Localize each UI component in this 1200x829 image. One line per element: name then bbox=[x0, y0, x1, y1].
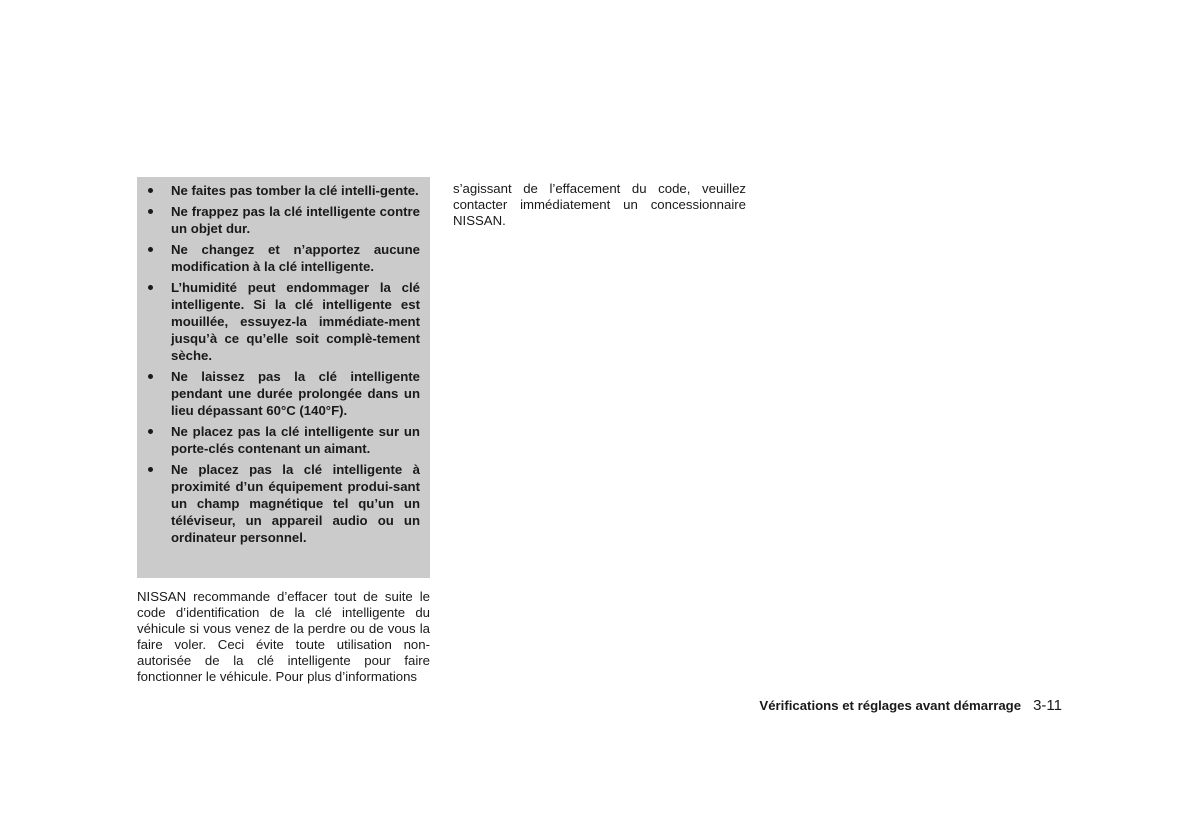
warning-text: Ne faites pas tomber la clé intelli-gente. bbox=[171, 183, 419, 198]
warning-item bbox=[148, 423, 420, 457]
warning-item bbox=[148, 368, 420, 419]
bullet-icon bbox=[148, 429, 153, 434]
bullet-icon bbox=[148, 467, 153, 472]
body-paragraph-right: s’agissant de l’effacement du code, veuillez contacter immédiatement un concessionnaire NISSAN. bbox=[453, 181, 746, 228]
warning-item bbox=[148, 182, 420, 199]
body-paragraph-left: NISSAN recommande d’effacer tout de suite le code d’identification de la clé intelligente du véhicule si vous venez de la perdre ou de vous la faire voler. Ceci évite toute utilisation non-autorisée de la clé intelligente pour faire fonctionner le véhicule. Pour plus d’informations bbox=[137, 589, 430, 684]
section-title: Vérifications et réglages avant démarrage bbox=[759, 698, 1022, 713]
warning-text: Ne placez pas la clé intelligente sur un porte-clés contenant un aimant. bbox=[171, 424, 420, 456]
warning-text: Ne frappez pas la clé intelligente contre un objet dur. bbox=[171, 204, 420, 236]
bullet-icon bbox=[148, 285, 153, 290]
bullet-icon bbox=[148, 247, 153, 252]
warning-text: Ne laissez pas la clé intelligente pendant une durée prolongée dans un lieu dépassant 60°C (140°F). bbox=[171, 369, 420, 418]
bullet-icon bbox=[148, 188, 153, 193]
page-number: 3-11 bbox=[1033, 697, 1062, 714]
warning-text: L’humidité peut endommager la clé intelligente. Si la clé intelligente est mouillée, essuyez-la immédiate-ment jusqu’à ce qu’elle soit complè-tement sèche. bbox=[171, 280, 420, 363]
page-footer bbox=[759, 698, 1062, 714]
warning-text: Ne placez pas la clé intelligente à proximité d’un équipement produi-sant un champ magnétique tel qu’un un téléviseur, un appareil audio ou un ordinateur personnel. bbox=[171, 462, 420, 545]
warning-item bbox=[148, 241, 420, 275]
warning-item bbox=[148, 461, 420, 546]
bullet-icon bbox=[148, 209, 153, 214]
warning-text: Ne changez et n’apportez aucune modification à la clé intelligente. bbox=[171, 242, 420, 274]
warning-item bbox=[148, 279, 420, 364]
bullet-icon bbox=[148, 374, 153, 379]
warning-item bbox=[148, 203, 420, 237]
warning-box bbox=[137, 177, 430, 578]
warning-list bbox=[148, 182, 420, 546]
